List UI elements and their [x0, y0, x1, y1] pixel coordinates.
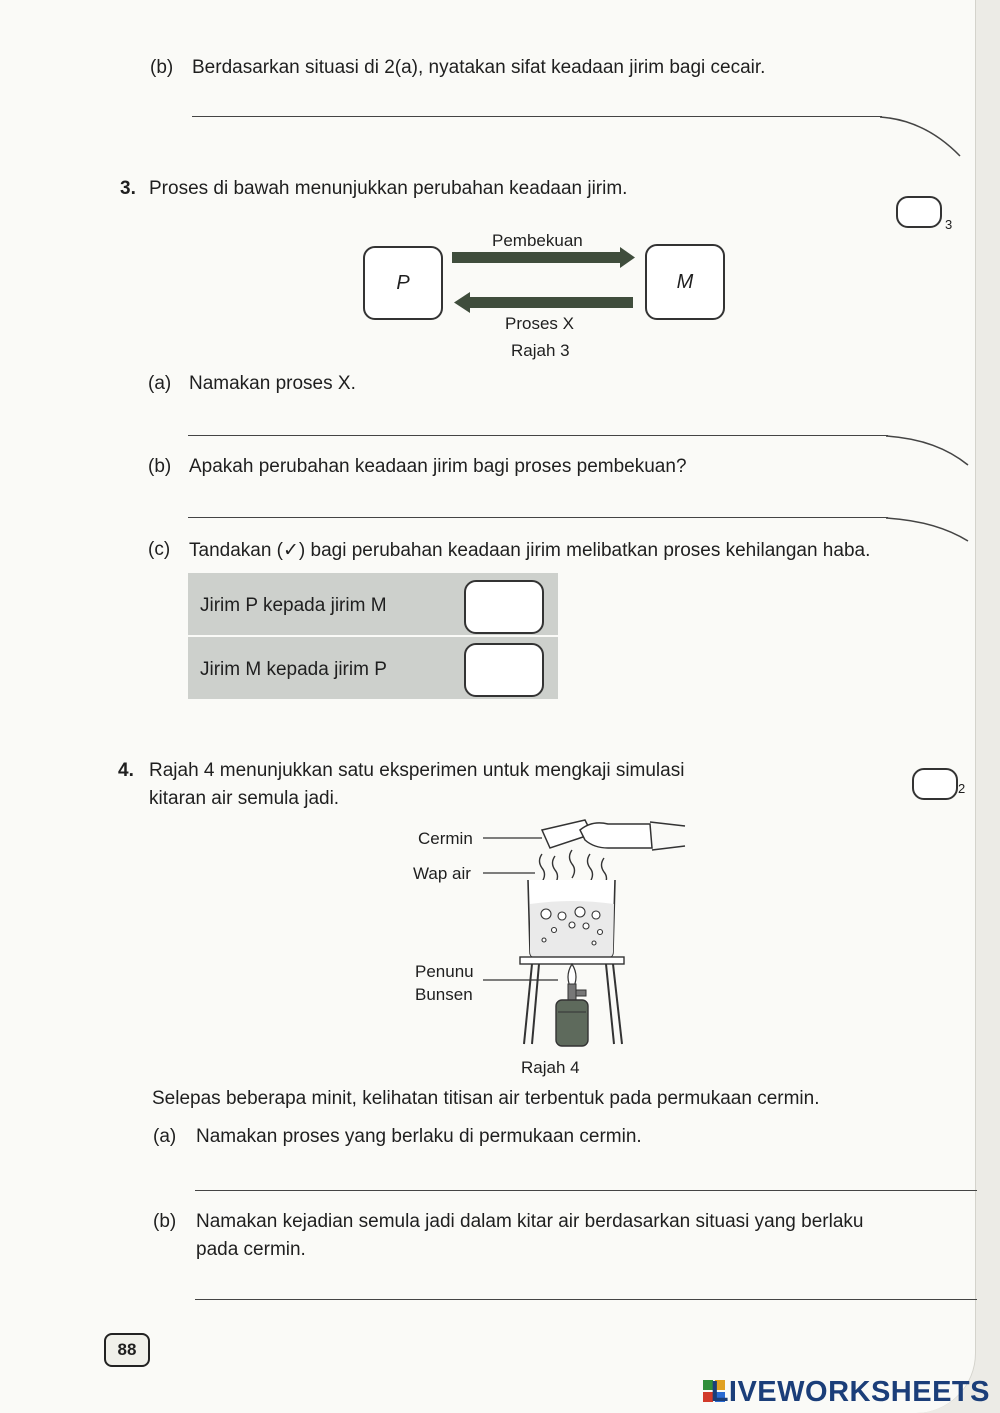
q3-marks: 3 [945, 217, 953, 232]
gas-canister-icon [556, 1000, 588, 1046]
q4-text-line1: Rajah 4 menunjukkan satu eksperimen untuk mengkaji simulasi [149, 760, 685, 781]
box-m-label: M [676, 271, 694, 293]
q4a-text: Namakan proses yang berlaku di permukaan cermin. [196, 1126, 642, 1147]
q4a-label: (a) [153, 1126, 177, 1147]
q3b-answer-line[interactable] [188, 517, 888, 518]
q2b-label: (b) [150, 57, 174, 78]
arrow-top-label: Pembekuan [492, 231, 583, 250]
arrow-left [454, 292, 633, 313]
q2b-text: Berdasarkan situasi di 2(a), nyatakan sifat keadaan jirim bagi cecair. [192, 57, 766, 78]
experiment-illustration [480, 812, 695, 1052]
q4-marks: 2 [958, 781, 966, 796]
q3c-option-1-checkbox[interactable] [464, 580, 544, 634]
arrow-bottom-label: Proses X [505, 314, 574, 333]
rajah3-caption: Rajah 3 [511, 341, 570, 360]
q3a-label: (a) [148, 373, 172, 394]
q3b-answer-line-curl [886, 515, 970, 545]
q4b-answer-line[interactable] [195, 1299, 977, 1300]
label-water-vapour: Wap air [413, 864, 471, 883]
label-mirror: Cermin [418, 829, 473, 848]
process-arrows [450, 245, 640, 321]
page-number: 88 [104, 1333, 150, 1367]
box-p-label: P [396, 272, 410, 294]
q4-number: 4. [118, 760, 134, 781]
q4-text-line2: kitaran air semula jadi. [149, 788, 340, 809]
arrow-right [452, 247, 635, 268]
q3a-text: Namakan proses X. [189, 373, 356, 394]
q3c-label: (c) [148, 539, 171, 560]
brand-text: LIVEWORKSHEETS [710, 1376, 990, 1408]
q4-marks-box[interactable] [912, 768, 958, 800]
q3-number: 3. [120, 178, 136, 199]
label-burner-2: Bunsen [415, 985, 473, 1004]
q3a-answer-line[interactable] [188, 435, 888, 436]
q3b-text: Apakah perubahan keadaan jirim bagi proses pembekuan? [189, 456, 687, 477]
label-burner-1: Penunu [415, 962, 474, 981]
q4b-text-line1: Namakan kejadian semula jadi dalam kitar air berdasarkan situasi yang berlaku [196, 1211, 864, 1232]
q2b-answer-line-curl [880, 114, 962, 160]
q3c-option-2-text: Jirim M kepada jirim P [200, 659, 387, 680]
q3c-option-1-text: Jirim P kepada jirim M [200, 595, 387, 616]
q3c-option-2-checkbox[interactable] [464, 643, 544, 697]
box-p [363, 246, 443, 320]
q3a-answer-line-curl [886, 433, 970, 469]
q3c-text: Tandakan (✓) bagi perubahan keadaan jirim melibatkan proses kehilangan haba. [189, 540, 871, 561]
q3-text: Proses di bawah menunjukkan perubahan keadaan jirim. [149, 178, 628, 199]
rajah4-caption: Rajah 4 [521, 1058, 580, 1077]
q3b-label: (b) [148, 456, 172, 477]
q4-stem: Selepas beberapa minit, kelihatan titisan air terbentuk pada permukaan cermin. [152, 1088, 820, 1109]
q3-marks-box[interactable] [896, 196, 942, 228]
q4b-text-line2: pada cermin. [196, 1239, 306, 1260]
q4a-answer-line[interactable] [195, 1190, 977, 1191]
box-m [645, 244, 725, 320]
q4b-label: (b) [153, 1211, 177, 1232]
q2b-answer-line[interactable] [192, 116, 882, 117]
